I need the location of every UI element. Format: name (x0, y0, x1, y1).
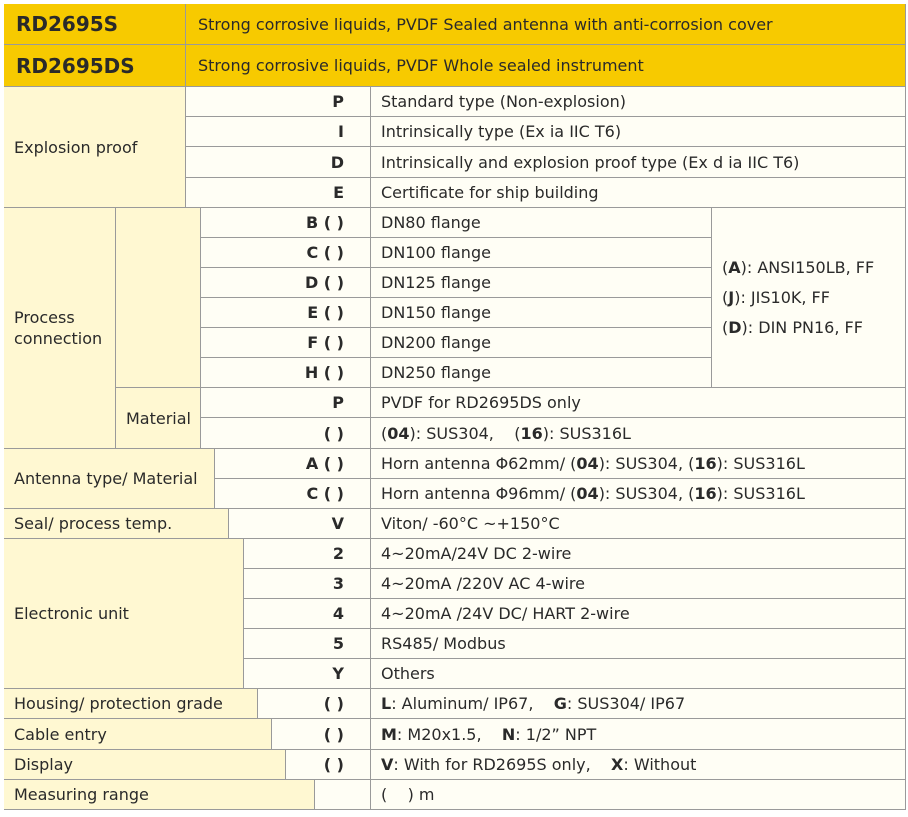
electronic-code: Y (244, 659, 371, 689)
cable-entry-label: Cable entry (4, 719, 272, 750)
explosion-description: Certificate for ship building (371, 178, 906, 208)
flange-size: DN100 flange (371, 238, 712, 268)
process-connection-label: Process connection (4, 208, 116, 449)
antenna-code: A ( ) (215, 449, 371, 479)
seal-temp-label: Seal/ process temp. (4, 509, 229, 539)
material-description: PVDF for RD2695DS only (371, 388, 906, 418)
flange-size: DN80 flange (371, 208, 712, 238)
process-connection-spacer (116, 208, 201, 388)
cable-entry-code: ( ) (272, 719, 371, 750)
explosion-code: P (186, 87, 371, 117)
electronic-code: 3 (244, 569, 371, 599)
cable-entry-description: M : M20x1.5, N : 1/2” NPT (371, 719, 906, 750)
explosion-description: Intrinsically type (Ex ia IIC T6) (371, 117, 906, 147)
flange-option: (D): DIN PN16, FF (722, 317, 863, 337)
electronic-code: 5 (244, 629, 371, 659)
electronic-description: 4~20mA /220V AC 4-wire (371, 569, 906, 599)
flange-size: DN125 flange (371, 268, 712, 298)
explosion-code: D (186, 147, 371, 178)
seal-code: V (229, 509, 371, 539)
electronic-code: 2 (244, 539, 371, 569)
antenna-code: C ( ) (215, 479, 371, 509)
flange-size: DN200 flange (371, 328, 712, 358)
model-name-rd2695ds: RD2695DS (4, 45, 186, 87)
flange-code: H ( ) (201, 358, 371, 388)
flange-option: (J): JIS10K, FF (722, 287, 830, 307)
electronic-unit-label: Electronic unit (4, 539, 244, 689)
measuring-range-label: Measuring range (4, 780, 315, 810)
flange-code: D ( ) (201, 268, 371, 298)
housing-grade-label: Housing/ protection grade (4, 689, 258, 719)
flange-size: DN250 flange (371, 358, 712, 388)
electronic-description: Others (371, 659, 906, 689)
flange-standard-options (712, 208, 906, 388)
model-description-rd2695ds: Strong corrosive liquids, PVDF Whole sealed instrument (186, 45, 906, 87)
flange-code: F ( ) (201, 328, 371, 358)
flange-code: C ( ) (201, 238, 371, 268)
flange-code: E ( ) (201, 298, 371, 328)
measuring-range-value: ( ) m (371, 780, 906, 810)
explosion-description: Standard type (Non-explosion) (371, 87, 906, 117)
antenna-type-label: Antenna type/ Material (4, 449, 215, 509)
antenna-description: Horn antenna Φ62mm/ ( 04 ): SUS304, ( 16 ): SUS316L (371, 449, 906, 479)
material-label: Material (116, 388, 201, 449)
explosion-code: I (186, 117, 371, 147)
electronic-description: RS485/ Modbus (371, 629, 906, 659)
flange-size: DN150 flange (371, 298, 712, 328)
explosion-code: E (186, 178, 371, 208)
seal-description: Viton/ -60°C ~+150°C (371, 509, 906, 539)
display-code: ( ) (286, 750, 371, 780)
model-name-rd2695s: RD2695S (4, 4, 186, 45)
explosion-description: Intrinsically and explosion proof type (Ex d ia IIC T6) (371, 147, 906, 178)
electronic-description: 4~20mA /24V DC/ HART 2-wire (371, 599, 906, 629)
housing-code: ( ) (258, 689, 371, 719)
explosion-proof-label: Explosion proof (4, 87, 186, 208)
housing-description: L : Aluminum/ IP67, G : SUS304/ IP67 (371, 689, 906, 719)
antenna-description: Horn antenna Φ96mm/ ( 04 ): SUS304, ( 16 ): SUS316L (371, 479, 906, 509)
material-description: ( 04 ): SUS304, ( 16 ): SUS316L (371, 418, 906, 449)
flange-code: B ( ) (201, 208, 371, 238)
material-code: P (201, 388, 371, 418)
material-code: ( ) (201, 418, 371, 449)
display-description: V : With for RD2695S only, X : Without (371, 750, 906, 780)
flange-option: (A): ANSI150LB, FF (722, 257, 875, 277)
display-label: Display (4, 750, 286, 780)
model-description-rd2695s: Strong corrosive liquids, PVDF Sealed antenna with anti-corrosion cover (186, 4, 906, 45)
electronic-description: 4~20mA/24V DC 2-wire (371, 539, 906, 569)
electronic-code: 4 (244, 599, 371, 629)
measuring-range-code (315, 780, 371, 810)
